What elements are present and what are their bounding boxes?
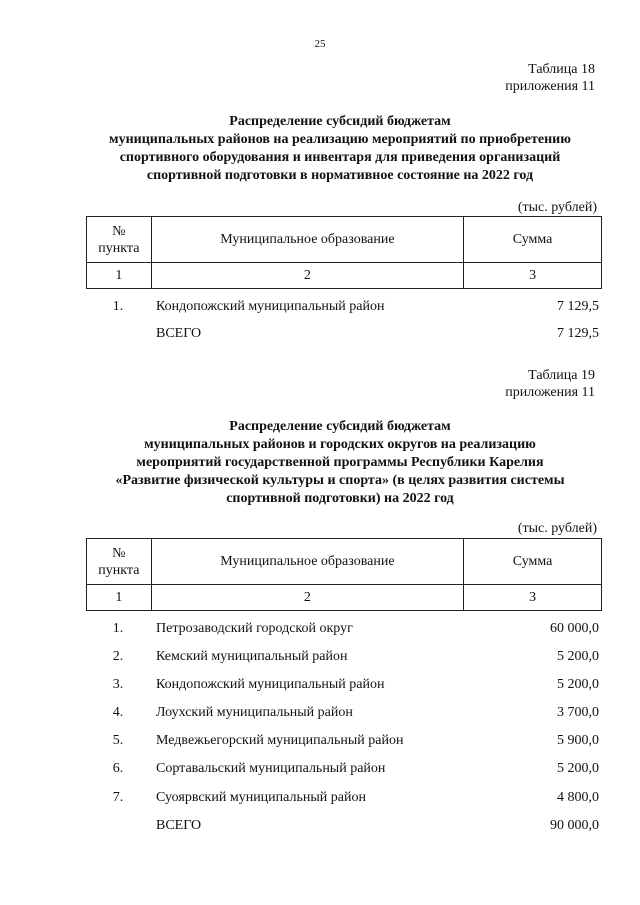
table-row (86, 789, 602, 807)
col-number-cell: 1 (87, 585, 152, 611)
total-sum: 7 129,5 (557, 326, 599, 341)
col-number-cell: 2 (151, 585, 463, 611)
row-municipality: Медвежьегорский муниципальный район (156, 733, 404, 748)
row-sum: 5 200,0 (557, 677, 599, 692)
row-municipality: Суоярвский муниципальный район (156, 790, 366, 805)
table19-title-line: Распределение субсидий бюджетам (229, 419, 451, 434)
row-number: 1. (112, 299, 124, 314)
row-sum: 5 200,0 (557, 761, 599, 776)
col-number-cell: 3 (464, 263, 602, 289)
table19-ref-line2: приложения 11 (505, 385, 595, 400)
row-sum: 60 000,0 (550, 621, 599, 636)
col-number-cell: 3 (464, 585, 602, 611)
total-sum: 90 000,0 (550, 818, 599, 833)
col-number-cell: 2 (151, 263, 463, 289)
table18-ref-line1: Таблица 18 (528, 62, 595, 77)
table19-title (60, 418, 620, 508)
table19-title-line: спортивной подготовки) на 2022 год (226, 491, 454, 506)
table18-title (60, 113, 620, 185)
table19-header (86, 538, 602, 611)
table18-unit-label: (тыс. рублей) (517, 200, 597, 215)
total-row (86, 325, 602, 343)
col-number-cell: 1 (87, 263, 152, 289)
row-sum: 4 800,0 (557, 790, 599, 805)
row-number: 5. (112, 733, 124, 748)
header-num-cell: № пункта (87, 217, 152, 263)
row-sum: 5 900,0 (557, 733, 599, 748)
header-municipality-cell: Муниципальное образование (151, 539, 463, 585)
table19-unit-label: (тыс. рублей) (517, 521, 597, 536)
row-municipality: Лоухский муниципальный район (156, 705, 353, 720)
table-row (86, 648, 602, 666)
row-number: 3. (112, 677, 124, 692)
total-row (86, 817, 602, 835)
row-number: 2. (112, 649, 124, 664)
row-municipality: Кондопожский муниципальный район (156, 299, 385, 314)
table19-title-line: мероприятий государственной программы Республики Карелия (136, 455, 544, 470)
table18-title-line: Распределение субсидий бюджетам (229, 114, 451, 129)
row-sum: 7 129,5 (557, 299, 599, 314)
row-sum: 3 700,0 (557, 705, 599, 720)
table19-title-line: «Развитие физической культуры и спорта» (в целях развития системы (115, 473, 565, 488)
header-municipality-cell: Муниципальное образование (151, 217, 463, 263)
table-row (86, 760, 602, 778)
table-row (86, 704, 602, 722)
table19-ref-line1: Таблица 19 (528, 368, 595, 383)
table19-title-line: муниципальных районов и городских округов на реализацию (144, 437, 536, 452)
table19-reference (505, 367, 595, 401)
row-number: 1. (112, 621, 124, 636)
row-municipality: Сортавальский муниципальный район (156, 761, 386, 776)
header-sum-cell: Сумма (464, 539, 602, 585)
total-label: ВСЕГО (156, 326, 202, 341)
table-row (86, 732, 602, 750)
table18-reference (505, 61, 595, 95)
table-row (86, 298, 602, 316)
header-num-cell: № пункта (87, 539, 152, 585)
table-row (86, 620, 602, 638)
table18-title-line: спортивной подготовки в нормативное состояние на 2022 год (146, 168, 534, 183)
page-number: 25 (314, 38, 326, 50)
table18-ref-line2: приложения 11 (505, 79, 595, 94)
table-row (86, 676, 602, 694)
table18-header (86, 216, 602, 289)
table18-title-line: спортивного оборудования и инвентаря для приведения организаций (119, 150, 561, 165)
row-number: 6. (112, 761, 124, 776)
header-sum-cell: Сумма (464, 217, 602, 263)
table18-title-line: муниципальных районов на реализацию мероприятий по приобретению (109, 132, 571, 147)
row-number: 4. (112, 705, 124, 720)
row-number: 7. (112, 790, 124, 805)
row-municipality: Кемский муниципальный район (156, 649, 348, 664)
total-label: ВСЕГО (156, 818, 202, 833)
row-municipality: Петрозаводский городской округ (156, 621, 353, 636)
row-municipality: Кондопожский муниципальный район (156, 677, 385, 692)
row-sum: 5 200,0 (557, 649, 599, 664)
